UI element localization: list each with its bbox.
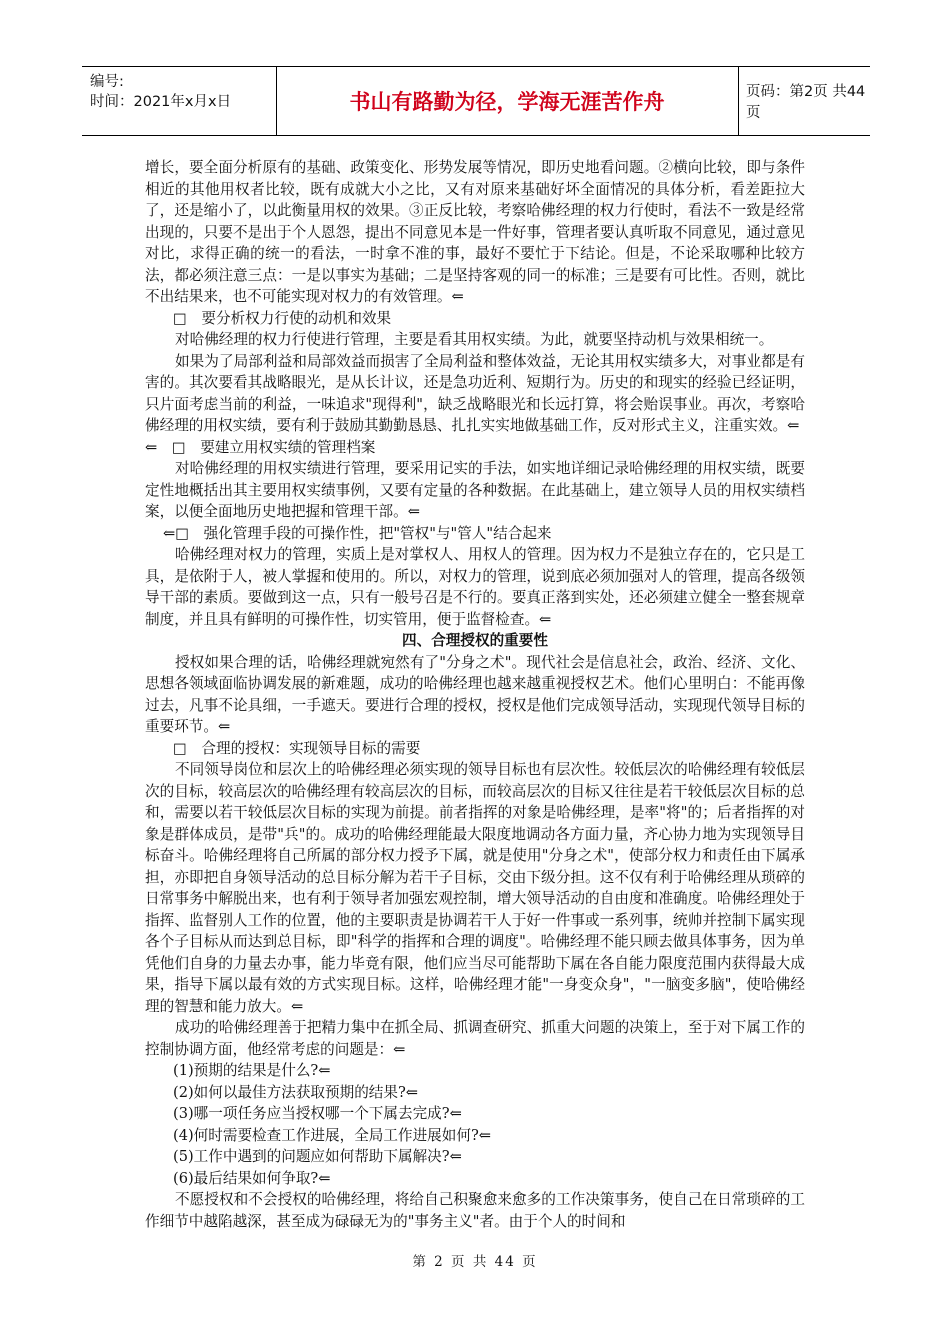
list-item: (1)预期的结果是什么?⇐: [173, 1062, 331, 1079]
list-item: (6)最后结果如何争取?⇐: [173, 1169, 331, 1187]
list-item: (5)工作中遇到的问题应如何帮助下属解决?⇐: [173, 1148, 462, 1165]
header-page-label: 页码：第2页 共44页: [746, 84, 866, 121]
paragraph: 增长，要全面分析原有的基础、政策变化、形势发展等情况，即历史地看问题。②横向比较，即与条件相近的其他用权者比较，既有成就大小之比，又有对原来基础好坏全面情况的具体分析，看差距拉大了，还是缩小了，以此衡量用权的效果。③正反比较，考察哈佛经理的权力行使时，看法不一致是经常出现的，只要不是出于个人恩怨，提出不同意见本是一件好事，管理者要认真听取不同意见，通过意见对比，求得正确的统一的看法，一时拿不准的事，最好不要忙于下结论。但是，不论采取哪种比较方法，都必须注意三点：一是以事实为基础；二是坚持客观的同一的标准；三是要有可比性。否则，就比不出结果来，也不可能实现对权力的有效管理。⇐: [145, 159, 805, 305]
section-heading: 四、合理授权的重要性: [402, 632, 548, 649]
subheading: ⇐ □ 要建立用权实绩的管理档案: [145, 438, 376, 456]
list-item: (2)如何以最佳方法获取预期的结果?⇐: [173, 1083, 419, 1101]
paragraph: 如果为了局部利益和局部效益而损害了全局利益和整体效益，无论其用权实绩多大，对事业都是有害的。其次要看其战略眼光，是从长计议，还是急功近利、短期行为。历史的和现实的经验已经证明，只片面考虑当前的利益，一味追求"现得利"，缺乏战略眼光和长远打算，将会贻误事业。再次，考察哈佛经理的用权实绩，要有利于鼓励其勤勤恳恳、扎扎实实地做基础工作，反对形式主义，注重实效。⇐: [145, 352, 805, 434]
header-meta: [90, 72, 231, 112]
page-header: [82, 66, 870, 136]
subheading: □ 要分析权力行使的动机和效果: [173, 309, 392, 327]
subheading: ⇐□ 强化管理手段的可操作性，把"管权"与"管人"结合起来: [163, 524, 552, 542]
code-label: 编号:: [90, 74, 124, 90]
paragraph: 对哈佛经理的权力行使进行管理，主要是看其用权实绩。为此，就要坚持动机与效果相统一。: [175, 331, 774, 348]
time-label: 时间：2021年x月x日: [90, 94, 232, 110]
paragraph: 不同领导岗位和层次上的哈佛经理必须实现的领导目标也有层次性。较低层次的哈佛经理有较低层次的目标，较高层次的哈佛经理有较高层次的目标，而较高层次的目标又往往是若干较低层次目标的总和，需要以若干较低层次目标的实现为前提。前者指挥的对象是哈佛经理，是率"将"的；后者指挥的对象是群体成员，是带"兵"的。成功的哈佛经理能最大限度地调动各方面力量，齐心协力地为实现领导目标奋斗。哈佛经理将自己所属的部分权力授予下属，就是使用"分身之术"，使部分权力和责任由下属承担，亦即把自身领导活动的总目标分解为若干子目标，交由下级分担。这不仅有利于哈佛经理从琐碎的日常事务中解脱出来，也有利于领导者加强宏观控制，增大领导活动的自由度和准确度。哈佛经理处于指挥、监督别人工作的位置，他的主要职责是协调若干人于好一件事或一系列事，统帅并控制下属实现各个子目标从而达到总目标，即"科学的指挥和合理的调度"。哈佛经理不能只顾去做具体事务，因为单凭他们自身的力量去办事，能力毕竟有限，他们应当尽可能帮助下属在各自能力限度范围内获得最大成果，指导下属以最有效的方式实现目标。这样，哈佛经理才能"一身变众身"，"一脑变多脑"，使哈佛经理的智慧和能力放大。⇐: [145, 761, 805, 1015]
subheading: □ 合理的授权：实现领导目标的需要: [173, 739, 421, 757]
page-footer: 第 2 页 共 44 页: [412, 1254, 538, 1270]
document-body: [145, 157, 805, 1232]
paragraph: 成功的哈佛经理善于把精力集中在抓全局、抓调查研究、抓重大问题的决策上，至于对下属工作的控制协调方面，他经常考虑的问题是：⇐: [145, 1019, 805, 1058]
header-divider: [738, 67, 739, 135]
paragraph: 对哈佛经理的用权实绩进行管理，要采用记实的手法，如实地详细记录哈佛经理的用权实绩，既要定性地概括出其主要用权实绩事例，又要有定量的各种数据。在此基础上，建立领导人员的用权实绩档案，以便全面地历史地把握和管理干部。⇐: [145, 460, 805, 520]
header-motto: 书山有路勤为径，学海无涯苦作舟: [349, 90, 665, 114]
paragraph: 授权如果合理的话，哈佛经理就宛然有了"分身之术"。现代社会是信息社会，政治、经济、文化、思想各领域面临协调发展的新难题，成功的哈佛经理也越来越重视授权艺术。他们心里明白：不能再像过去，凡事不论具细，一手遮天。要进行合理的授权，授权是他们完成领导活动，实现现代领导目标的重要环节。⇐: [145, 653, 805, 735]
paragraph: 哈佛经理对权力的管理，实质上是对掌权人、用权人的管理。因为权力不是独立存在的，它只是工具，是依附于人，被人掌握和使用的。所以，对权力的管理，说到底必须加强对人的管理，提高各级领导干部的素质。要做到这一点，只有一般号召是不行的。要真正落到实处，还必须建立健全一整套规章制度，并且具有鲜明的可操作性，切实管用，便于监督检查。⇐: [145, 546, 805, 628]
paragraph: 不愿授权和不会授权的哈佛经理，将给自己积聚愈来愈多的工作决策事务，使自己在日常琐碎的工作细节中越陷越深，甚至成为碌碌无为的"事务主义"者。由于个人的时间和: [145, 1191, 805, 1230]
list-item: (4)何时需要检查工作进展，全局工作进展如何?⇐: [173, 1126, 492, 1144]
list-item: (3)哪一项任务应当授权哪一个下属去完成?⇐: [173, 1105, 462, 1122]
